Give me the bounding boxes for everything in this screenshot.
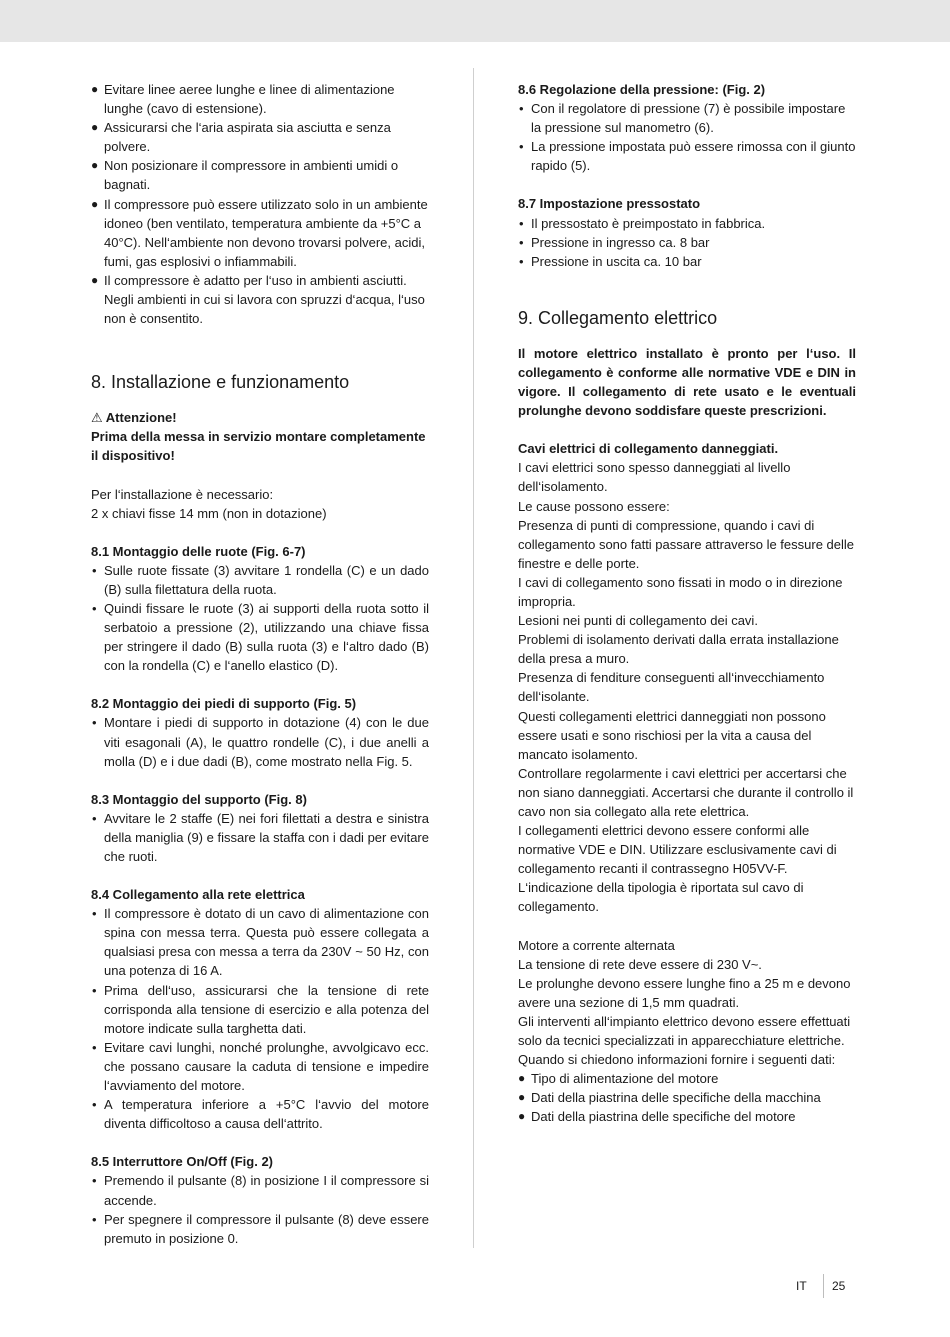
subsection-8-1-title: 8.1 Montaggio delle ruote (Fig. 6-7) [91, 543, 306, 559]
install-tools: 2 x chiavi fisse 14 mm (non in dotazione) [91, 505, 327, 521]
section-9-intro: Il motore elettrico installato è pronto per l‘uso. Il collegamento è conforme alle normative VDE e DIN in vigore. Il collegamento di rete usato e le eventuali prolunghe devono soddisfare queste prescrizioni. [518, 345, 856, 419]
footer-divider [823, 1274, 824, 1298]
bullet: • [92, 982, 97, 998]
bullet: • [519, 234, 524, 250]
list-item: • Evitare cavi lunghi, nonché prolunghe, avvolgicavo ecc. che possano causare la caduta di tensione e impedire l‘avviamento del motore. [92, 1039, 429, 1094]
left-column [91, 80, 429, 1248]
list-item: • A temperatura inferiore a +5°C l‘avvio del motore diventa difficoltoso a causa dell‘attrito. [92, 1097, 429, 1132]
warning-title: ⚠ Attenzione! [91, 410, 177, 426]
list-item: • Il pressostato è preimpostato in fabbrica. [518, 214, 856, 233]
list-item: • Sulle ruote fissate (3) avvitare 1 rondella (C) e un dado (B) sulla filettatura della ruota. [92, 562, 429, 597]
bullet-dot: ● [518, 1109, 526, 1124]
info-bullet-list [518, 1069, 856, 1126]
bullet: • [519, 101, 524, 117]
bullet: • [519, 215, 524, 231]
damaged-cables-title: Cavi elettrici di collegamento danneggiati. [518, 441, 779, 457]
ac-motor-text: Motore a corrente alternata La tensione di rete deve essere di 230 V~. Le prolunghe devono essere lunghe fino a 25 m e devono avere una sezione di 1,5 mm quadrati. Gli interventi all‘impianto elettrico devono essere effettuati solo da tecnici specializzati in apparecchiature elettriche. Quando si chiedono informazioni fornire i seguenti dati: [518, 937, 851, 1068]
bullet: • [92, 1097, 97, 1113]
section-8-heading: 8. Installazione e funzionamento [91, 372, 350, 393]
list-item: • Pressione in ingresso ca. 8 bar [518, 233, 856, 252]
bullet-dot: ● [91, 158, 99, 173]
subsection-8-4-title: 8.4 Collegamento alla rete elettrica [91, 887, 305, 903]
bullet-dot: ● [518, 1071, 526, 1086]
bullet: • [519, 139, 524, 155]
list-item: • Premendo il pulsante (8) in posizione I il compressore si accende. [92, 1173, 429, 1208]
bullet: • [519, 253, 524, 269]
bullet-dot: ● [91, 272, 99, 287]
subsection-8-6-title: 8.6 Regolazione della pressione: (Fig. 2) [518, 82, 766, 97]
list-item: ● Dati della piastrina delle specifiche del motore [518, 1107, 856, 1126]
warning-icon: ⚠ [91, 410, 103, 426]
warning-text: Prima della messa in servizio montare completamente il dispositivo! [91, 429, 426, 464]
list-item: • Prima dell‘uso, assicurarsi che la tensione di rete corrisponda alla tensione di esercizio e alla potenza del motore indicate sulla targhetta dati. [92, 982, 429, 1036]
list-item: ● Non posizionare il compressore in ambienti umidi o bagnati. [91, 158, 399, 193]
page-header-band [0, 0, 950, 42]
bullet-dot: ● [91, 120, 99, 135]
list-item: ● Evitare linee aeree lunghe e linee di alimentazione lunghe (cavo di estensione). [91, 82, 395, 117]
bullet: • [92, 562, 97, 578]
bullet: • [92, 715, 97, 731]
page-number: 25 [832, 1279, 846, 1293]
list-item: • Quindi fissare le ruote (3) ai supporti della ruota sotto il serbatoio a pressione (2), utilizzando una chiave fissa per stringere il dado (B) sulla ruota (3) e l‘altro dado (B) con la rondella (C) e l‘anello elastico (D). [92, 600, 429, 674]
list-item: ● Il compressore è adatto per l‘uso in ambienti asciutti. Negli ambienti in cui si lavora con spruzzi d‘acqua, l‘uso non è consentito. [91, 272, 425, 327]
bullet-dot: ● [91, 196, 99, 211]
bullet: • [92, 1211, 97, 1227]
list-item: • Pressione in uscita ca. 10 bar [518, 252, 856, 271]
install-needed: Per l‘installazione è necessario: [91, 486, 274, 502]
bullet: • [92, 906, 97, 922]
subsection-8-3-list [91, 809, 429, 866]
bullet: • [92, 1039, 97, 1055]
list-item: ● Tipo di alimentazione del motore [518, 1069, 856, 1088]
damaged-cables-text: I cavi elettrici sono spesso danneggiati al livello dell‘isolamento. Le cause possono essere: Presenza di punti di compressione, quando i cavi di collegamento sono fatti passare attraverso le fessure delle finestre e delle porte. I cavi di collegamento sono fissati in modo o in direzione impropria. Lesioni nei punti di collegamento dei cavi. Problemi di isolamento derivati dalla errata installazione della presa a muro. Presenza di fenditure conseguenti all‘invecchiamento dell‘isolante. Questi collegamenti elettrici danneggiati non possono essere usati e sono rischiosi per la vita a causa del mancato isolamento. Controllare regolarmente i cavi elettrici per accertarsi che non siano danneggiati. Accertarsi che durante il controllo il cavo non sia collegato alla rete elettrica. I collegamenti elettrici devono essere conformi alle normative VDE e DIN. Utilizzare esclusivamente cavi di collegamento recanti il contrassegno H05VV-F. L‘indicazione della tipologia è riportata sul cavo di collegamento. [518, 460, 855, 915]
bullet-dot: ● [91, 82, 99, 96]
subsection-8-5-title: 8.5 Interruttore On/Off (Fig. 2) [91, 1154, 274, 1170]
subsection-8-7-title: 8.7 Impostazione pressostato [518, 196, 701, 212]
language-label: IT [796, 1279, 807, 1293]
bullet: • [92, 600, 97, 616]
list-item: • La pressione impostata può essere rimossa con il giunto rapido (5). [519, 139, 856, 174]
subsection-8-5-list [91, 1171, 429, 1247]
subsection-8-2-title: 8.2 Montaggio dei piedi di supporto (Fig. 5) [91, 696, 357, 712]
list-item: • Per spegnere il compressore il pulsante (8) deve essere premuto in posizione 0. [92, 1211, 429, 1246]
list-item: ● Assicurarsi che l‘aria aspirata sia asciutta e senza polvere. [91, 120, 391, 155]
list-item: ● Il compressore può essere utilizzato solo in un ambiente idoneo (ben ventilato, temperatura ambiente da +5°C a 40°C). Nell‘ambiente non devono trovarsi polvere, acidi, fumi, gas esplosivi o infiammabili. [91, 196, 428, 269]
list-item: • Con il regolatore di pressione (7) è possibile impostare la pressione sul manometro (6). [519, 101, 846, 136]
column-divider [473, 68, 474, 1248]
subsection-8-6-list [518, 99, 856, 175]
list-item: • Montare i piedi di supporto in dotazione (4) con le due viti esagonali (A), le quattro rondelle (C), i due anelli a molla (D) e i due dadi (B), come mostrato nella Fig. 5. [92, 715, 429, 769]
bullet: • [92, 810, 97, 826]
subsection-8-1-list [91, 561, 429, 676]
section-9-heading: 9. Collegamento elettrico [518, 307, 718, 328]
bullet-dot: ● [518, 1090, 526, 1105]
bullet: • [92, 1173, 97, 1189]
list-item: • Avvitare le 2 staffe (E) nei fori filettati a destra e sinistra della maniglia (9) e fissare la staffa con i dadi per evitare che ruoti. [92, 810, 429, 864]
list-item: ● Dati della piastrina delle specifiche della macchina [518, 1088, 856, 1107]
subsection-8-2-list [91, 713, 429, 770]
subsection-8-7-list [518, 214, 856, 271]
list-item: • Il compressore è dotato di un cavo di alimentazione con spina con messa terra. Questa può essere collegata a qualsiasi presa con messa a terra da 230V ~ 50 Hz, con una potenza di 16 A. [92, 906, 429, 979]
intro-bullet-list [91, 80, 429, 328]
subsection-8-3-title: 8.3 Montaggio del supporto (Fig. 8) [91, 791, 307, 807]
subsection-8-4-list [91, 904, 429, 1133]
right-column [518, 80, 856, 1127]
